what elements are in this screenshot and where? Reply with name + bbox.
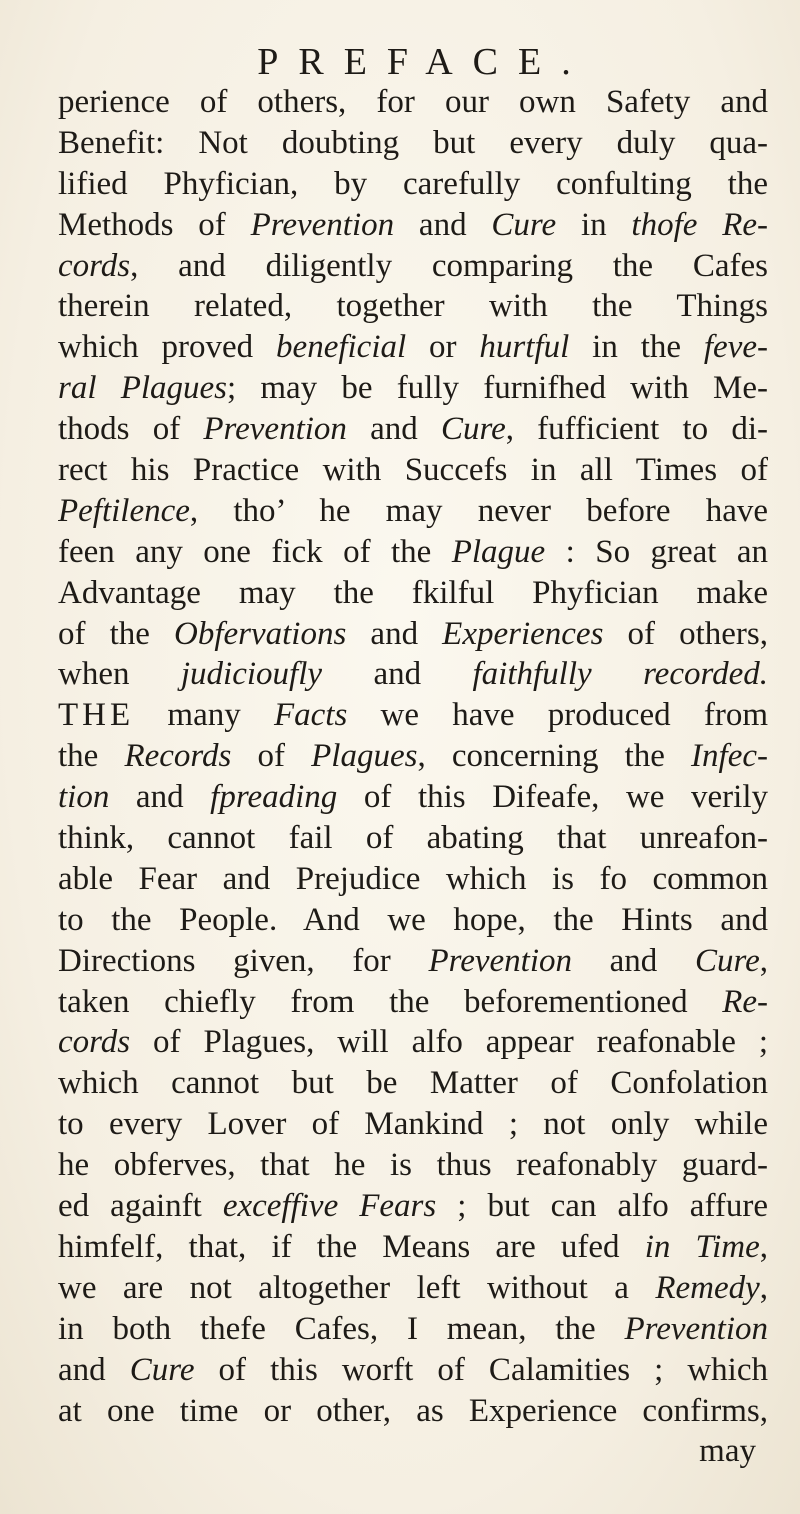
roman-text: perience of others, for our own Safety and xyxy=(58,84,768,120)
text-line xyxy=(58,532,768,573)
text-line xyxy=(58,1022,768,1063)
text-line xyxy=(58,777,768,818)
roman-text: of Plagues, will alfo appear reafonable ; xyxy=(130,1024,768,1061)
italic-text: faithfully recorded. xyxy=(472,656,768,693)
roman-text: Directions given, for xyxy=(58,942,429,979)
text-line xyxy=(58,409,768,450)
text-line xyxy=(58,164,768,205)
text-line xyxy=(58,982,768,1023)
text-line xyxy=(58,450,768,491)
roman-text: ; may be fully furnifhed with Me- xyxy=(227,370,768,407)
roman-text: and xyxy=(346,615,443,652)
italic-text: Cure xyxy=(129,1351,195,1388)
roman-text: which cannot but be Matter of Confolation xyxy=(58,1065,768,1102)
roman-text: and xyxy=(322,656,473,693)
roman-text: in xyxy=(556,206,632,243)
text-line xyxy=(58,1227,768,1268)
italic-text: thofe Re- xyxy=(631,206,768,243)
roman-text: , fufficient to di- xyxy=(505,411,768,448)
italic-text: Infec- xyxy=(691,738,768,775)
text-line xyxy=(58,368,768,409)
roman-text: of this Difeafe, we verily xyxy=(337,779,768,816)
italic-text: Prevention xyxy=(624,1310,768,1347)
text-line xyxy=(58,286,768,327)
roman-text: in both thefe Cafes, I mean, the xyxy=(58,1310,625,1347)
roman-text: in the xyxy=(569,329,704,366)
text-line xyxy=(58,1309,768,1350)
italic-text: fpreading xyxy=(210,779,338,816)
text-line xyxy=(58,327,768,368)
italic-text: beneficial xyxy=(276,329,407,366)
italic-text: Obfervations xyxy=(174,615,347,652)
roman-text: when xyxy=(58,656,181,693)
roman-text: to every Lover of Mankind ; not only while xyxy=(58,1106,768,1143)
text-line xyxy=(58,1145,768,1186)
italic-text: judicioufly xyxy=(180,656,323,693)
roman-text: and xyxy=(58,1351,130,1388)
roman-text: of the xyxy=(58,615,174,652)
italic-text: Re- xyxy=(722,983,768,1020)
italic-text: ral Plagues xyxy=(58,370,228,407)
italic-text: tion xyxy=(58,779,110,816)
roman-text: think, cannot fail of abating that unreafon- xyxy=(58,820,768,857)
roman-text: Advantage may the fkilful Phyfician make xyxy=(58,574,768,611)
text-line xyxy=(58,941,768,982)
italic-text: Prevention xyxy=(250,206,395,243)
italic-text: Remedy xyxy=(655,1269,760,1306)
roman-text: lified Phyfician, by carefully confulting the xyxy=(58,165,768,202)
text-line xyxy=(58,246,768,287)
italic-text: Plagues xyxy=(311,738,418,775)
roman-text: , and diligently comparing the Cafes xyxy=(130,247,768,284)
roman-text: taken chiefly from the beforementioned xyxy=(58,983,723,1020)
italic-text: cords xyxy=(58,247,131,284)
roman-text: and xyxy=(109,779,211,816)
preface-body-text xyxy=(58,82,768,1472)
roman-text: we are not altogether left without a xyxy=(58,1269,656,1306)
text-line xyxy=(58,1186,768,1227)
running-header: PREFACE. xyxy=(257,41,591,83)
text-line xyxy=(58,123,768,164)
roman-text: he obferves, that he is thus reafonably guard- xyxy=(58,1147,768,1184)
text-line xyxy=(58,205,768,246)
italic-text: in Time xyxy=(644,1228,760,1265)
italic-text: Prevention xyxy=(203,411,347,448)
text-line xyxy=(58,573,768,614)
roman-text: at one time or other, as Experience confirms, xyxy=(58,1392,768,1429)
italic-text: Cure xyxy=(694,942,760,979)
roman-text: , xyxy=(759,1228,768,1265)
text-line xyxy=(58,614,768,655)
italic-text: Facts xyxy=(273,697,348,734)
text-line xyxy=(58,695,768,736)
text-line xyxy=(58,1391,768,1432)
roman-text: the xyxy=(58,738,125,775)
italic-text: Prevention xyxy=(428,942,573,979)
text-line xyxy=(58,900,768,941)
text-line xyxy=(58,736,768,777)
roman-text: Methods of xyxy=(58,206,251,243)
roman-text: ; but can alfo affure xyxy=(436,1188,768,1225)
small-caps-text: THE xyxy=(58,697,135,734)
roman-text: feen any one fick of the xyxy=(58,533,452,570)
roman-text: and xyxy=(346,411,441,448)
italic-text: Records xyxy=(124,738,232,775)
text-line xyxy=(58,654,768,695)
roman-text: : So great an xyxy=(545,533,768,570)
italic-text: hurtful xyxy=(479,329,570,366)
roman-text: , xyxy=(759,942,768,979)
roman-text: able Fear and Prejudice which is fo common xyxy=(58,860,768,897)
italic-text: Cure xyxy=(440,411,506,448)
roman-text: , concerning the xyxy=(417,738,692,775)
roman-text: which proved xyxy=(58,329,277,366)
roman-text: , tho’ he may never before have xyxy=(189,492,768,529)
roman-text: himfelf, that, if the Means are ufed xyxy=(58,1228,645,1265)
text-line xyxy=(58,1104,768,1145)
italic-text: Peftilence xyxy=(58,492,190,529)
roman-text: and xyxy=(572,942,695,979)
roman-text: we have produced from xyxy=(347,697,768,734)
roman-text: thods of xyxy=(58,411,204,448)
text-line xyxy=(58,1268,768,1309)
text-line xyxy=(58,1063,768,1104)
text-line xyxy=(58,82,768,123)
italic-text: cords xyxy=(58,1024,131,1061)
roman-text: or xyxy=(406,329,480,366)
text-line xyxy=(58,1431,768,1472)
roman-text: rect his Practice with Succefs in all Times of xyxy=(58,452,768,489)
italic-text: exceffive Fears xyxy=(222,1188,437,1225)
roman-text: and xyxy=(394,206,492,243)
italic-text: Experiences xyxy=(442,615,604,652)
text-line xyxy=(58,491,768,532)
italic-text: Plague xyxy=(451,533,546,570)
roman-text: of others, xyxy=(603,615,768,652)
italic-text: Cure xyxy=(491,206,557,243)
roman-text: therein related, together with the Things xyxy=(58,288,768,325)
roman-text: of xyxy=(231,738,312,775)
italic-text: feve- xyxy=(703,329,768,366)
text-line xyxy=(58,1350,768,1391)
roman-text: many xyxy=(134,697,274,734)
roman-text: , xyxy=(759,1269,768,1306)
text-line xyxy=(58,818,768,859)
roman-text: of this worft of Calamities ; which xyxy=(194,1351,768,1388)
roman-text: to the People. And we hope, the Hints and xyxy=(58,901,768,938)
roman-text: Benefit: Not doubting but every duly qua- xyxy=(58,124,768,161)
roman-text: may xyxy=(699,1433,756,1470)
text-line xyxy=(58,859,768,900)
roman-text: ed againft xyxy=(58,1188,223,1225)
